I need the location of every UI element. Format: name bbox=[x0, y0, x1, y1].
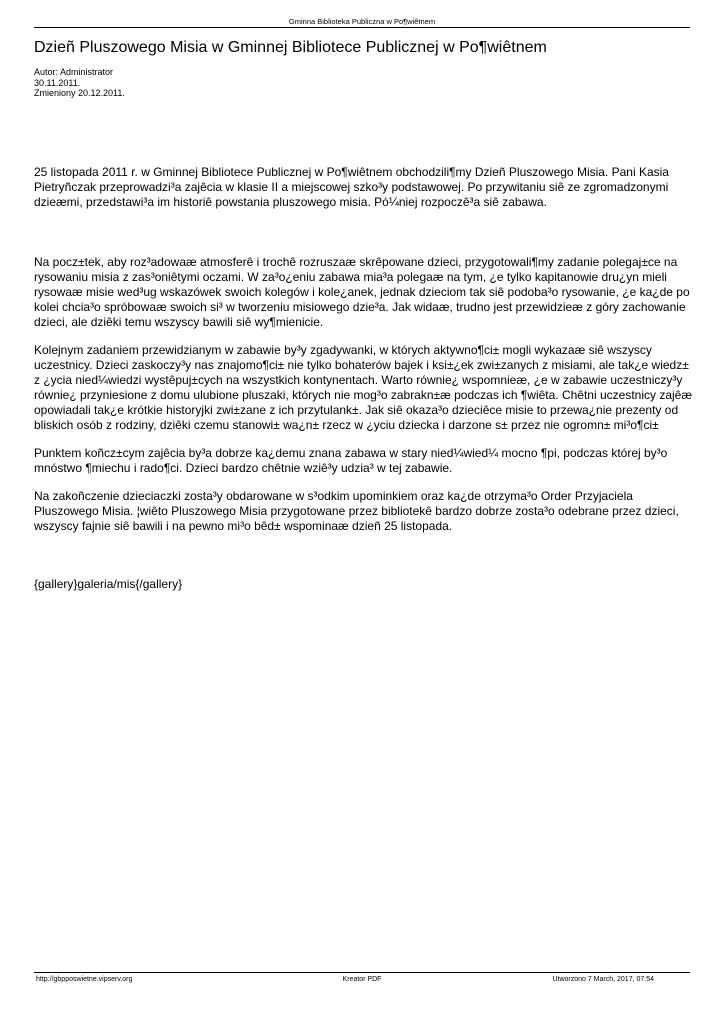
gallery-placeholder: {gallery}galeria/mis{/gallery} bbox=[34, 577, 183, 591]
paragraph-drawing-game: Na pocz±tek, aby roz³adowaæ atmosferê i trochê rozruszaæ skrêpowane dzieci, przygotowali¶my zadanie polegaj±ce na rysowaniu misia z zas³oniêtymi oczami. W za³o¿eniu zabawa mia³a polegaæ na tym, ¿e tylko kapitanowie dru¿yn mieli rysowaæ misie wed³ug wskazówek swoich kolegów i kole¿anek, jednak dzieciom tak siê podoba³o rysowanie, ¿e ka¿de po kolei chcia³o spróbowaæ swoich si³ w tworzeniu misiowego dzie³a. Jak widaæ, trudno jest przewidzieæ z góry zachowanie dzieci, ale dziêki temu wszyscy bawili siê wy¶mienicie. bbox=[34, 255, 690, 329]
footer-generator: Kreator PDF bbox=[342, 976, 382, 983]
article-title: Dzieñ Pluszowego Misia w Gminnej Bibliotece Publicznej w Po¶wiêtnem bbox=[34, 39, 547, 56]
paragraph-final-game: Punktem koñcz±cym zajêcia by³a dobrze ka¿demu znana zabawa w stary nied¼wied¼ mocno ¶pi, podczas której by³o mnóstwo ¶miechu i rado¶ci. Dzieci bardzo chêtnie wziê³y udzia³ w tej zabawie. bbox=[34, 446, 668, 475]
modified-date: Zmieniony 20.12.2011. bbox=[34, 88, 125, 98]
paragraph-intro: 25 listopada 2011 r. w Gminnej Bibliotece Publicznej w Po¶wiêtnem obchodzili¶my Dzieñ Pluszowego Misia. Pani Kasia Pietryñczak przeprowadzi³a zajêcia w klasie II a miejscowej szko³y podstawowej. Po przywitaniu siê ze zgromadzonymi dzieæmi, przedstawi³a im historiê powstania pluszowego misia. Pó¼niej rozpoczê³a siê zabawa. bbox=[34, 165, 669, 209]
header-divider bbox=[34, 27, 690, 28]
footer-url: http://gbpposwietne.vipserv.org bbox=[36, 976, 133, 983]
page-footer bbox=[34, 975, 690, 985]
page-header-site-name: Gminna Biblioteka Publiczna w Po¶wiêtnem bbox=[288, 17, 436, 26]
footer-created: Utworzono 7 March, 2017, 07:54 bbox=[552, 976, 654, 983]
author-line: Autor: Administrator bbox=[34, 67, 114, 77]
paragraph-ending: Na zakoñczenie dzieciaczki zosta³y obdarowane w s³odkim upominkiem oraz ka¿de otrzyma³o Order Przyjaciela Pluszowego Misia. ¦wiêto Pluszowego Misia przygotowane przez bibliotekê bardzo dobrze zosta³o odebrane przez dzieci, wszyscy fajnie siê bawili i na pewno mi³o bêd± wspominaæ dzieñ 25 listopada. bbox=[34, 489, 679, 533]
paragraph-riddles: Kolejnym zadaniem przewidzianym w zabawie by³y zgadywanki, w których aktywno¶ci± mogli wykazaæ siê wszyscy uczestnicy. Dzieci zaskoczy³y nas znajomo¶ci± nie tylko bohaterów bajek i ksi±¿ek zwi±zanych z misiami, ale tak¿e wiedz± z ¿ycia nied¼wiedzi wystêpuj±cych na wszystkich kontynentach. Warto równie¿ wspomnieæ, ¿e w zabawie uczestniczy³y równie¿ przyniesione z domu ulubione pluszaki, których nie mog³o zabrakn±æ podczas ich ¶wiêta. Chêtni uczestnicy zajêæ opowiadali tak¿e krótkie historyjki zwi±zane z ich przytulank±. Jak siê okaza³o dzieciêce misie to przewa¿nie prezenty od bliskich osób z rodziny, dziêki czemu stanowi± wa¿n± rzecz w ¿yciu dziecka i darzone s± przez nie ogromn± mi³o¶ci± bbox=[34, 343, 693, 432]
footer-divider bbox=[34, 972, 690, 973]
publish-date: 30.11.2011. bbox=[34, 77, 81, 88]
article-meta bbox=[34, 67, 434, 99]
article-body bbox=[34, 165, 694, 592]
